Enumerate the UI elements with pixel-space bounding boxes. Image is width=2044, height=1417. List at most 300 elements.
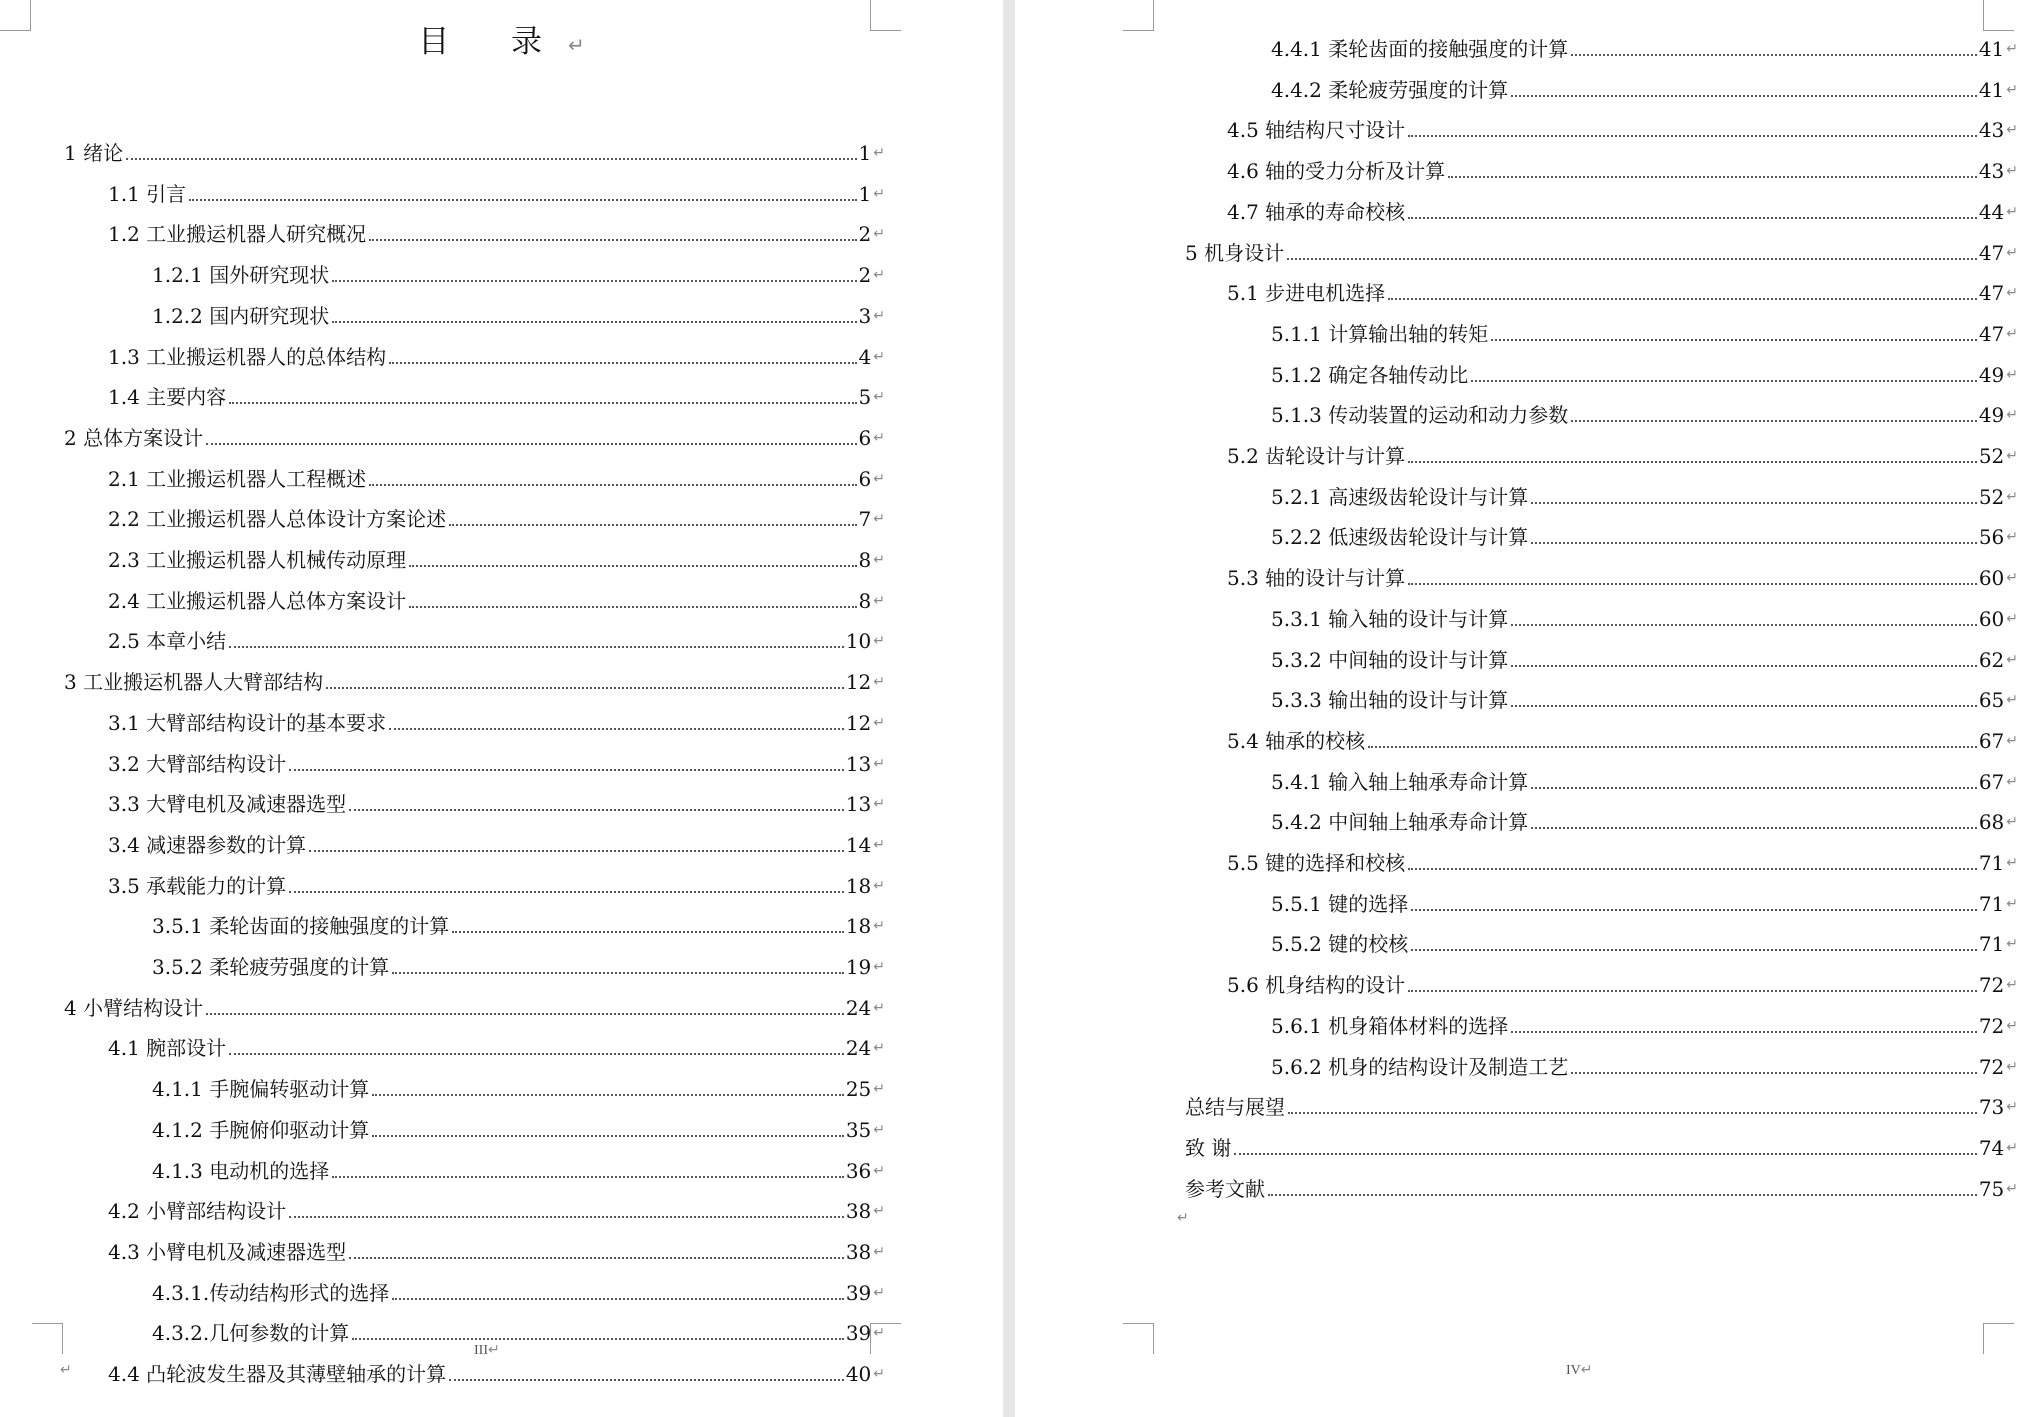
toc-entry-page-number: 65 bbox=[1978, 688, 2005, 713]
dot-leader bbox=[1571, 54, 1977, 56]
toc-entry bbox=[108, 1031, 885, 1061]
toc-entry-page-number: 36 bbox=[845, 1158, 872, 1183]
toc-entry-page-number: 7 bbox=[858, 507, 872, 532]
toc-entry-page-number: 35 bbox=[845, 1117, 872, 1142]
dot-leader bbox=[1368, 746, 1977, 748]
toc-entry-title: 1.4 主要内容 bbox=[108, 385, 227, 410]
dot-leader bbox=[1234, 1153, 1976, 1155]
toc-entry-page-number: 41 bbox=[1978, 37, 2005, 61]
dot-leader bbox=[1268, 1194, 1977, 1196]
toc-entry-page-number: 24 bbox=[845, 995, 872, 1020]
toc-entry-title: 2 总体方案设计 bbox=[64, 425, 204, 450]
toc-entry-page-number: 74 bbox=[1978, 1135, 2005, 1160]
toc-entry bbox=[108, 1194, 885, 1224]
toc-entry-page-number: 72 bbox=[1978, 1013, 2005, 1038]
paragraph-mark-icon: ↵ bbox=[2006, 407, 2018, 424]
paragraph-mark-icon: ↵ bbox=[2006, 285, 2018, 302]
toc-entry-title: 4.3 小臂电机及减速器选型 bbox=[108, 1239, 347, 1264]
toc-entry bbox=[108, 828, 885, 858]
dot-leader bbox=[392, 972, 844, 974]
dot-leader bbox=[409, 565, 856, 567]
toc-entry bbox=[64, 421, 885, 451]
toc-entry bbox=[1271, 805, 2018, 835]
dot-leader bbox=[229, 646, 844, 648]
toc-entry-title: 参考文献 bbox=[1185, 1176, 1265, 1201]
dot-leader bbox=[1288, 1112, 1977, 1114]
toc-entry bbox=[1271, 887, 2018, 917]
dot-leader bbox=[449, 1379, 844, 1381]
paragraph-mark-icon: ↵ bbox=[2006, 1099, 2018, 1116]
toc-entry bbox=[108, 380, 885, 410]
toc-entry bbox=[1271, 602, 2018, 632]
toc-entry-title: 5 机身设计 bbox=[1185, 240, 1285, 265]
toc-entry-page-number: 73 bbox=[1978, 1095, 2005, 1120]
dot-leader bbox=[1408, 583, 1977, 585]
paragraph-mark-icon: ↵ bbox=[2006, 366, 2018, 383]
toc-entry bbox=[1227, 154, 2018, 184]
dot-leader bbox=[392, 1298, 844, 1300]
margin-corner-bottom-left bbox=[32, 1323, 63, 1354]
toc-entry bbox=[1227, 561, 2018, 591]
paragraph-mark-icon: ↵ bbox=[873, 1081, 885, 1098]
toc-entry-page-number: 49 bbox=[1978, 403, 2005, 428]
toc-entry-title: 2.4 工业搬运机器人总体方案设计 bbox=[108, 588, 407, 613]
toc-entry-title: 5.4.2 中间轴上轴承寿命计算 bbox=[1271, 810, 1529, 835]
toc-entry bbox=[108, 747, 885, 777]
paragraph-mark-icon: ↵ bbox=[873, 1162, 885, 1179]
paragraph-mark-icon: ↵ bbox=[2006, 570, 2018, 587]
toc-entry-title: 5.5.2 键的校核 bbox=[1271, 932, 1409, 957]
paragraph-mark-icon: ↵ bbox=[873, 836, 885, 853]
toc-entry bbox=[152, 1154, 885, 1184]
dot-leader bbox=[332, 1176, 844, 1178]
toc-entry-title: 3 工业搬运机器人大臂部结构 bbox=[64, 670, 324, 695]
toc-entry bbox=[108, 340, 885, 370]
toc-entry bbox=[1271, 358, 2018, 388]
toc-entry bbox=[108, 584, 885, 614]
toc-entry-title: 5.6.2 机身的结构设计及制造工艺 bbox=[1271, 1054, 1569, 1079]
toc-entry-title: 1.1 引言 bbox=[108, 181, 187, 206]
paragraph-mark-icon: ↵ bbox=[568, 33, 585, 57]
paragraph-mark-icon: ↵ bbox=[2006, 936, 2018, 953]
toc-title bbox=[0, 22, 1003, 62]
toc-entry-page-number: 4 bbox=[858, 344, 872, 369]
toc-entry-page-number: 40 bbox=[845, 1362, 872, 1386]
dot-leader bbox=[1491, 339, 1977, 341]
paragraph-mark-icon: ↵ bbox=[2006, 1180, 2018, 1197]
toc-entry bbox=[64, 665, 885, 695]
dot-leader bbox=[1471, 380, 1977, 382]
toc-entry-title: 5.3.1 输入轴的设计与计算 bbox=[1271, 606, 1509, 631]
toc-entry bbox=[1271, 927, 2018, 957]
toc-entry bbox=[1227, 439, 2018, 469]
toc-entry-page-number: 19 bbox=[845, 955, 872, 979]
toc-entry bbox=[1271, 398, 2018, 428]
toc-entry-page-number: 56 bbox=[1978, 525, 2005, 550]
paragraph-mark-icon: ↵ bbox=[873, 226, 885, 243]
dot-leader bbox=[1408, 990, 1977, 992]
paragraph-mark-icon: ↵ bbox=[1177, 1210, 1189, 1226]
toc-entry-title: 1.2.2 国内研究现状 bbox=[152, 303, 330, 328]
toc-entry bbox=[152, 950, 885, 980]
toc-entry-title: 4.3.2.几何参数的计算 bbox=[152, 1321, 350, 1346]
toc-entry-page-number: 12 bbox=[845, 710, 872, 735]
toc-entry-title: 5.6 机身结构的设计 bbox=[1227, 973, 1406, 998]
dot-leader bbox=[349, 809, 844, 811]
paragraph-mark-icon: ↵ bbox=[873, 796, 885, 813]
paragraph-mark-icon: ↵ bbox=[873, 267, 885, 284]
toc-entry bbox=[1271, 32, 2018, 62]
dot-leader bbox=[206, 443, 856, 445]
paragraph-mark-icon: ↵ bbox=[873, 633, 885, 650]
toc-entry-title: 总结与展望 bbox=[1185, 1095, 1285, 1120]
toc-entry-title: 5.2.1 高速级齿轮设计与计算 bbox=[1271, 484, 1529, 509]
toc-entry bbox=[152, 1276, 885, 1306]
dot-leader bbox=[1408, 868, 1977, 870]
toc-entry bbox=[1271, 1050, 2018, 1080]
toc-entry-title: 5.6.1 机身箱体材料的选择 bbox=[1271, 1013, 1509, 1038]
toc-entry-page-number: 12 bbox=[845, 670, 872, 695]
toc-entry-title: 1 绪论 bbox=[64, 141, 124, 165]
toc-entry bbox=[1185, 1172, 2018, 1202]
toc-entry-page-number: 67 bbox=[1978, 728, 2005, 753]
toc-entry-page-number: 62 bbox=[1978, 647, 2005, 672]
toc-entry bbox=[1227, 276, 2018, 306]
paragraph-mark-icon: ↵ bbox=[2006, 732, 2018, 749]
toc-entry-page-number: 2 bbox=[858, 222, 872, 247]
toc-entry-title: 4.7 轴承的寿命校核 bbox=[1227, 199, 1406, 224]
toc-entry bbox=[1185, 1090, 2018, 1120]
dot-leader bbox=[352, 1338, 844, 1340]
toc-entry bbox=[108, 462, 885, 492]
toc-entry bbox=[1227, 724, 2018, 754]
toc-entry-title: 4 小臂结构设计 bbox=[64, 995, 204, 1020]
paragraph-mark-icon: ↵ bbox=[873, 1284, 885, 1301]
toc-entry bbox=[152, 299, 885, 329]
toc-entry-page-number: 52 bbox=[1978, 444, 2005, 468]
page-number-footer bbox=[1566, 1362, 1593, 1379]
toc-entry-title: 3.1 大臂部结构设计的基本要求 bbox=[108, 710, 387, 735]
toc-entry bbox=[108, 869, 885, 899]
toc-entry-title: 2.5 本章小结 bbox=[108, 629, 227, 654]
paragraph-mark-icon: ↵ bbox=[2006, 855, 2018, 871]
margin-corner-top-left bbox=[1123, 0, 1154, 31]
paragraph-mark-icon: ↵ bbox=[2006, 163, 2018, 180]
toc-entry bbox=[108, 1357, 885, 1387]
toc-entry-page-number: 6 bbox=[858, 425, 872, 450]
dot-leader bbox=[1511, 665, 1977, 667]
toc-entry-title: 5.3.2 中间轴的设计与计算 bbox=[1271, 647, 1509, 672]
dot-leader bbox=[1287, 258, 1977, 260]
toc-entry bbox=[152, 1072, 885, 1102]
toc-entry bbox=[108, 1235, 885, 1265]
dot-leader bbox=[1511, 624, 1977, 626]
toc-entry-page-number: 49 bbox=[1978, 362, 2005, 387]
toc-entry bbox=[1271, 765, 2018, 795]
toc-entry-page-number: 43 bbox=[1978, 159, 2005, 184]
paragraph-mark-icon: ↵ bbox=[60, 1362, 72, 1378]
paragraph-mark-icon: ↵ bbox=[873, 1325, 885, 1342]
toc-entry-page-number: 25 bbox=[845, 1077, 872, 1102]
dot-leader bbox=[452, 931, 844, 933]
dot-leader bbox=[1531, 827, 1977, 829]
paragraph-mark-icon: ↵ bbox=[873, 552, 885, 568]
dot-leader bbox=[229, 402, 856, 404]
toc-entry bbox=[108, 502, 885, 532]
toc-entry-page-number: 2 bbox=[858, 263, 872, 288]
toc-entry-page-number: 75 bbox=[1978, 1176, 2005, 1201]
paragraph-mark-icon: ↵ bbox=[2006, 244, 2018, 261]
toc-entry-page-number: 8 bbox=[858, 548, 872, 572]
dot-leader bbox=[1408, 461, 1977, 463]
dot-leader bbox=[229, 1053, 844, 1055]
paragraph-mark-icon: ↵ bbox=[873, 307, 885, 324]
dot-leader bbox=[332, 321, 856, 323]
dot-leader bbox=[449, 524, 856, 526]
paragraph-mark-icon: ↵ bbox=[873, 145, 885, 161]
dot-leader bbox=[1511, 95, 1977, 97]
paragraph-mark-icon: ↵ bbox=[488, 1342, 500, 1358]
paragraph-mark-icon: ↵ bbox=[873, 999, 885, 1016]
dot-leader bbox=[309, 850, 844, 852]
toc-entry-page-number: 72 bbox=[1978, 973, 2005, 998]
toc-entry-page-number: 38 bbox=[845, 1199, 872, 1224]
paragraph-mark-icon: ↵ bbox=[2006, 1058, 2018, 1075]
toc-entry-title: 5.1.2 确定各轴传动比 bbox=[1271, 362, 1469, 387]
toc-entry-page-number: 47 bbox=[1978, 281, 2005, 306]
paragraph-mark-icon: ↵ bbox=[2006, 895, 2018, 912]
toc-entry-page-number: 5 bbox=[858, 385, 872, 410]
dot-leader bbox=[1511, 1031, 1977, 1033]
dot-leader bbox=[326, 687, 844, 689]
toc-entry-title: 4.4 凸轮波发生器及其薄壁轴承的计算 bbox=[108, 1362, 447, 1386]
toc-entry bbox=[1271, 1009, 2018, 1039]
toc-entry-page-number: 18 bbox=[845, 873, 872, 898]
dot-leader bbox=[389, 362, 856, 364]
toc-entry bbox=[1271, 73, 2018, 103]
toc-entry-title: 5.5.1 键的选择 bbox=[1271, 891, 1409, 916]
toc-entry bbox=[1271, 480, 2018, 510]
document-page-right bbox=[1015, 0, 2044, 1417]
toc-entry-title: 4.4.2 柔轮疲劳强度的计算 bbox=[1271, 77, 1509, 102]
dot-leader bbox=[1408, 217, 1977, 219]
toc-entry-page-number: 18 bbox=[845, 914, 872, 939]
paragraph-mark-icon: ↵ bbox=[873, 185, 885, 202]
toc-entry-title: 3.5 承载能力的计算 bbox=[108, 873, 287, 898]
toc-entry-page-number: 43 bbox=[1978, 118, 2005, 143]
paragraph-mark-icon: ↵ bbox=[873, 1366, 885, 1382]
paragraph-mark-icon: ↵ bbox=[2006, 122, 2018, 139]
margin-corner-bottom-left bbox=[1123, 1323, 1154, 1354]
toc-entry-page-number: 1 bbox=[858, 141, 872, 165]
page-number: IV bbox=[1566, 1363, 1581, 1378]
toc-entry-page-number: 60 bbox=[1978, 606, 2005, 631]
toc-entry-title: 1.2.1 国外研究现状 bbox=[152, 263, 330, 288]
toc-entry-title: 3.3 大臂电机及减速器选型 bbox=[108, 792, 347, 817]
dot-leader bbox=[1511, 705, 1977, 707]
toc-entry-page-number: 71 bbox=[1978, 932, 2005, 957]
document-page-left bbox=[0, 0, 1003, 1417]
toc-entry-page-number: 39 bbox=[845, 1321, 872, 1346]
paragraph-mark-icon: ↵ bbox=[873, 918, 885, 935]
toc-entry-page-number: 8 bbox=[858, 588, 872, 613]
paragraph-mark-icon: ↵ bbox=[873, 1203, 885, 1220]
toc-entry-title: 3.5.1 柔轮齿面的接触强度的计算 bbox=[152, 914, 450, 939]
dot-leader bbox=[372, 1094, 844, 1096]
toc-entry bbox=[64, 136, 885, 166]
paragraph-mark-icon: ↵ bbox=[2006, 81, 2018, 98]
toc-entry-title: 3.5.2 柔轮疲劳强度的计算 bbox=[152, 955, 390, 979]
toc-entry-title: 5.4 轴承的校核 bbox=[1227, 728, 1366, 753]
paragraph-mark-icon: ↵ bbox=[873, 592, 885, 609]
paragraph-mark-icon: ↵ bbox=[2006, 488, 2018, 505]
toc-entry-page-number: 72 bbox=[1978, 1054, 2005, 1079]
toc-entry-page-number: 47 bbox=[1978, 240, 2005, 265]
paragraph-mark-icon: ↵ bbox=[873, 877, 885, 894]
toc-entry-title: 5.1 步进电机选择 bbox=[1227, 281, 1386, 306]
toc-entry-title: 4.2 小臂部结构设计 bbox=[108, 1199, 287, 1224]
paragraph-mark-icon: ↵ bbox=[2006, 448, 2018, 464]
paragraph-mark-icon: ↵ bbox=[873, 1121, 885, 1138]
toc-entry bbox=[152, 258, 885, 288]
toc-entry bbox=[1185, 236, 2018, 266]
toc-entry-title: 2.3 工业搬运机器人机械传动原理 bbox=[108, 548, 407, 572]
toc-entry-page-number: 52 bbox=[1978, 484, 2005, 509]
dot-leader bbox=[289, 1216, 844, 1218]
toc-entry-title: 3.2 大臂部结构设计 bbox=[108, 751, 287, 776]
toc-entry-title: 4.1.3 电动机的选择 bbox=[152, 1158, 330, 1183]
toc-entry-page-number: 1 bbox=[858, 181, 872, 206]
page-number: III bbox=[474, 1343, 488, 1358]
toc-entry-title: 4.6 轴的受力分析及计算 bbox=[1227, 159, 1446, 184]
toc-entry-page-number: 67 bbox=[1978, 769, 2005, 794]
toc-entry-title: 4.5 轴结构尺寸设计 bbox=[1227, 118, 1406, 143]
toc-entry-title: 4.4.1 柔轮齿面的接触强度的计算 bbox=[1271, 37, 1569, 61]
toc-entry bbox=[108, 543, 885, 573]
dot-leader bbox=[1531, 787, 1977, 789]
dot-leader bbox=[206, 1013, 844, 1015]
toc-entry bbox=[108, 177, 885, 207]
toc-entry-page-number: 6 bbox=[858, 466, 872, 491]
toc-entry bbox=[108, 706, 885, 736]
dot-leader bbox=[369, 239, 856, 241]
paragraph-mark-icon: ↵ bbox=[1580, 1362, 1593, 1378]
toc-entry-title: 4.1.1 手腕偏转驱动计算 bbox=[152, 1077, 370, 1102]
paragraph-mark-icon: ↵ bbox=[873, 1040, 885, 1057]
paragraph-mark-icon: ↵ bbox=[2006, 529, 2018, 546]
toc-entry bbox=[1227, 113, 2018, 143]
toc-entry-title: 1.3 工业搬运机器人的总体结构 bbox=[108, 344, 387, 369]
toc-entry-title: 4.3.1.传动结构形式的选择 bbox=[152, 1280, 390, 1305]
toc-entry bbox=[1271, 643, 2018, 673]
paragraph-mark-icon: ↵ bbox=[2006, 325, 2018, 342]
dot-leader bbox=[372, 1135, 844, 1137]
toc-entry-title: 5.3 轴的设计与计算 bbox=[1227, 566, 1406, 591]
toc-entry-page-number: 60 bbox=[1978, 566, 2005, 591]
toc-entry bbox=[1185, 1131, 2018, 1161]
toc-entry bbox=[1271, 317, 2018, 347]
dot-leader bbox=[1448, 176, 1977, 178]
toc-entry-page-number: 14 bbox=[845, 832, 872, 857]
paragraph-mark-icon: ↵ bbox=[873, 470, 885, 487]
toc-entry-page-number: 24 bbox=[845, 1036, 872, 1061]
dot-leader bbox=[126, 158, 856, 160]
toc-entry bbox=[108, 787, 885, 817]
toc-entry bbox=[108, 624, 885, 654]
toc-entry-page-number: 71 bbox=[1978, 891, 2005, 916]
dot-leader bbox=[1388, 298, 1977, 300]
dot-leader bbox=[389, 728, 844, 730]
paragraph-mark-icon: ↵ bbox=[2006, 203, 2018, 220]
toc-entry bbox=[1227, 968, 2018, 998]
page-number-footer bbox=[474, 1342, 500, 1359]
margin-corner-top-right bbox=[1983, 0, 2014, 31]
toc-entry-title: 5.2 齿轮设计与计算 bbox=[1227, 444, 1406, 468]
toc-entry bbox=[1227, 846, 2018, 876]
toc-entry-page-number: 13 bbox=[845, 792, 872, 817]
toc-entry bbox=[1271, 520, 2018, 550]
paragraph-mark-icon: ↵ bbox=[2006, 977, 2018, 994]
margin-corner-bottom-right bbox=[1983, 1323, 2014, 1354]
dot-leader bbox=[1531, 542, 1977, 544]
toc-entry-title: 5.2.2 低速级齿轮设计与计算 bbox=[1271, 525, 1529, 550]
dot-leader bbox=[1408, 135, 1977, 137]
toc-entry-title: 1.2 工业搬运机器人研究概况 bbox=[108, 222, 367, 247]
paragraph-mark-icon: ↵ bbox=[873, 1243, 885, 1260]
dot-leader bbox=[1531, 502, 1977, 504]
toc-entry bbox=[108, 217, 885, 247]
toc-entry bbox=[152, 1113, 885, 1143]
paragraph-mark-icon: ↵ bbox=[873, 959, 885, 975]
dot-leader bbox=[189, 199, 856, 201]
paragraph-mark-icon: ↵ bbox=[2006, 773, 2018, 790]
toc-entry-title: 4.1 腕部设计 bbox=[108, 1036, 227, 1061]
toc-entry-page-number: 44 bbox=[1978, 199, 2005, 224]
toc-entry-page-number: 41 bbox=[1978, 77, 2005, 102]
paragraph-mark-icon: ↵ bbox=[873, 755, 885, 772]
paragraph-mark-icon: ↵ bbox=[2006, 1017, 2018, 1034]
toc-entry-page-number: 10 bbox=[845, 629, 872, 654]
paragraph-mark-icon: ↵ bbox=[2006, 651, 2018, 668]
toc-entry-title: 5.5 键的选择和校核 bbox=[1227, 851, 1406, 875]
paragraph-mark-icon: ↵ bbox=[2006, 692, 2018, 709]
toc-entry-page-number: 38 bbox=[845, 1239, 872, 1264]
toc-entry-title: 5.3.3 输出轴的设计与计算 bbox=[1271, 688, 1509, 713]
toc-entry-page-number: 68 bbox=[1978, 810, 2005, 835]
paragraph-mark-icon: ↵ bbox=[873, 429, 885, 446]
dot-leader bbox=[369, 484, 856, 486]
dot-leader bbox=[409, 606, 856, 608]
dot-leader bbox=[1571, 1072, 1977, 1074]
toc-entry bbox=[1271, 683, 2018, 713]
toc-entry bbox=[152, 909, 885, 939]
toc-entry-page-number: 71 bbox=[1978, 851, 2005, 875]
paragraph-mark-icon: ↵ bbox=[2006, 1139, 2018, 1156]
dot-leader bbox=[289, 891, 844, 893]
paragraph-mark-icon: ↵ bbox=[873, 389, 885, 406]
toc-entry-page-number: 47 bbox=[1978, 321, 2005, 346]
dot-leader bbox=[289, 769, 844, 771]
toc-entry bbox=[64, 991, 885, 1021]
paragraph-mark-icon: ↵ bbox=[873, 674, 885, 691]
dot-leader bbox=[332, 280, 856, 282]
toc-title-text: 目 录 bbox=[418, 24, 569, 60]
paragraph-mark-icon: ↵ bbox=[2006, 610, 2018, 627]
paragraph-mark-icon: ↵ bbox=[2006, 41, 2018, 57]
toc-entry bbox=[1227, 195, 2018, 225]
toc-entry-title: 致 谢 bbox=[1185, 1135, 1232, 1160]
toc-entry-title: 4.1.2 手腕俯仰驱动计算 bbox=[152, 1117, 370, 1142]
